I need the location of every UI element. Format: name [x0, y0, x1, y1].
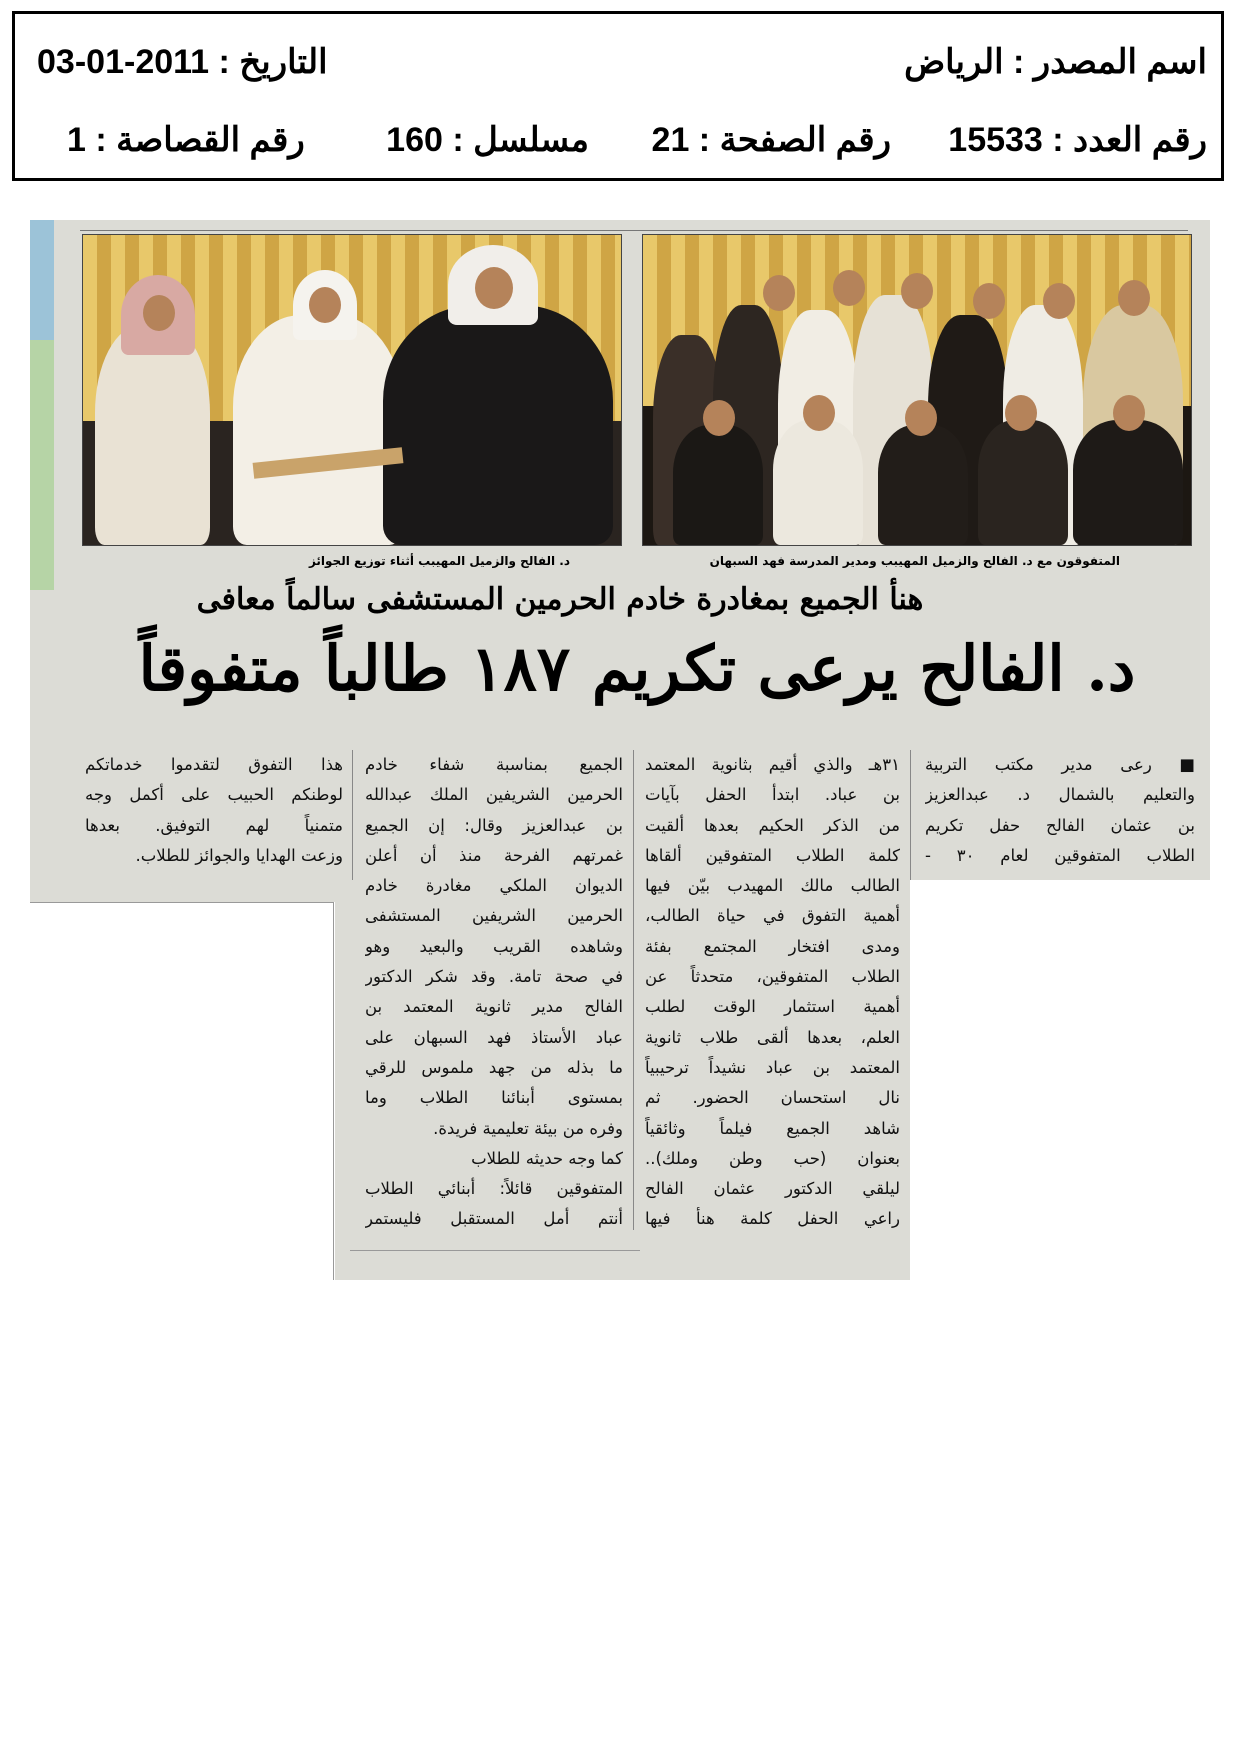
photo-head — [803, 395, 835, 431]
photo-head — [973, 283, 1005, 319]
text-line: ليلقي الدكتور عثمان الفالح — [645, 1179, 900, 1199]
text-line: المعتمد بن عباد نشيداً ترحيبياً — [645, 1057, 900, 1077]
photo-head — [905, 400, 937, 436]
clipping-info-box — [12, 11, 1224, 181]
clipping-blank-area — [30, 902, 334, 1280]
page-edge-strip — [30, 340, 54, 590]
photo-figure — [95, 325, 210, 545]
text-line: الحرمين الشريفين المستشفى — [365, 906, 623, 926]
text-line: المتفوقين قائلاً: أبنائي الطلاب — [365, 1179, 623, 1199]
text-line: الجميع بمناسبة شفاء خادم — [365, 755, 623, 774]
text-line: بن عثمان الفالح حفل تكريم — [925, 815, 1195, 835]
text-line: كلمة الطلاب المتفوقين ألقاها — [645, 845, 900, 865]
text-line: الحرمين الشريفين الملك عبدالله — [365, 785, 623, 805]
text-line: متمنياً لهم التوفيق. بعدها — [85, 815, 343, 835]
photo-figure — [773, 420, 863, 545]
photo-head — [1005, 395, 1037, 431]
text-line: الطالب مالك المهيدب بيّن فيها — [645, 876, 900, 896]
article-subheadline: هنأ الجميع بمغادرة خادم الحرمين المستشفى سالماً معافى — [196, 582, 924, 617]
column-separator — [910, 750, 911, 880]
serial-number-label: مسلسل : 160 — [386, 121, 589, 159]
text-line: وزعت الهدايا والجوائز للطلاب. — [135, 845, 343, 865]
photo-figure — [383, 305, 613, 545]
photo-head — [475, 267, 513, 309]
text-line: نال استحسان الحضور. ثم — [645, 1088, 900, 1108]
photo-figure — [878, 425, 968, 545]
issue-number-label: رقم العدد : 15533 — [948, 121, 1207, 159]
text-line: وشاهده القريب والبعيد وهو — [365, 936, 623, 956]
date-label: التاريخ : 2011-01-03 — [37, 43, 328, 81]
photo-head — [1118, 280, 1150, 316]
photo-head — [1113, 395, 1145, 431]
column-separator — [352, 750, 353, 880]
text-line: أهمية التفوق في حياة الطالب، — [645, 906, 900, 926]
photo-head — [309, 287, 341, 323]
photo-head — [833, 270, 865, 306]
text-line: الطلاب المتفوقين لعام ٣٠ - — [925, 845, 1195, 865]
students-group-photo — [642, 234, 1192, 546]
source-label: اسم المصدر : الرياض — [904, 43, 1207, 81]
text-line: والتعليم بالشمال د. عبدالعزيز — [925, 785, 1195, 805]
column-separator — [633, 750, 634, 1230]
top-rule — [80, 230, 1188, 231]
photo-head — [901, 273, 933, 309]
photo-figure — [233, 315, 403, 545]
text-line: بعنوان (حب وطن وملك).. — [645, 1148, 900, 1168]
page-number-label: رقم الصفحة : 21 — [651, 121, 891, 159]
text-line: كما وجه حديثه للطلاب — [471, 1148, 623, 1168]
text-line: ٣١هـ والذي أقيم بثانوية المعتمد — [645, 755, 900, 774]
text-line: الفالح مدير ثانوية المعتمد بن — [365, 997, 623, 1017]
photo-head — [703, 400, 735, 436]
bottom-rule — [350, 1250, 640, 1251]
text-line: الطلاب المتفوقين، متحدثاً عن — [645, 967, 900, 987]
awards-distribution-photo — [82, 234, 622, 546]
text-line: في صحة تامة. وقد شكر الدكتور — [365, 967, 623, 987]
photo-figure — [978, 420, 1068, 545]
text-line: العلم، بعدها ألقى طلاب ثانوية — [645, 1027, 900, 1047]
article-column-2 — [645, 750, 900, 1235]
newspaper-clipping — [30, 220, 1210, 1280]
photo-right-caption: المتفوقون مع د. الفالح والزميل المهيبب ومدير المدرسة فهد السبهان — [709, 554, 1120, 568]
photo-figure — [1073, 420, 1183, 545]
text-line: أهمية استثمار الوقت لطلب — [645, 997, 900, 1017]
text-line: بن عبدالعزيز وقال: إن الجميع — [365, 815, 623, 835]
text-line: راعي الحفل كلمة هنأ فيها — [645, 1209, 900, 1229]
article-column-3 — [365, 750, 623, 1235]
text-line: بمستوى أبنائنا الطلاب وما — [365, 1088, 623, 1108]
text-line: وفره من بيئة تعليمية فريدة. — [433, 1118, 623, 1138]
photo-head — [763, 275, 795, 311]
text-line: من الذكر الحكيم بعدها ألقيت — [645, 815, 900, 835]
text-line: شاهد الجميع فيلماً وثائقياً — [645, 1118, 900, 1138]
photo-figure — [673, 425, 763, 545]
text-line: هذا التفوق لتقدموا خدماتكم — [85, 755, 343, 774]
clip-number-label: رقم القصاصة : 1 — [67, 121, 305, 159]
photo-left-caption: د. الفالح والزميل المهيبب أثناء توزيع الجوائز — [308, 554, 570, 568]
article-headline: د. الفالح يرعى تكريم ١٨٧ طالباً متفوقاً — [138, 632, 1136, 705]
text-line: ■ رعى مدير مكتب التربية — [925, 755, 1195, 774]
page-edge-strip — [30, 220, 54, 340]
text-line: ما بذله من جهد ملموس للرقي — [365, 1057, 623, 1077]
text-line: غمرتهم الفرحة منذ أن أعلن — [365, 845, 623, 865]
text-line: أنتم أمل المستقبل فليستمر — [365, 1209, 623, 1229]
text-line: بن عباد. ابتدأ الحفل بآيات — [645, 785, 900, 805]
text-line: عباد الأستاذ فهد السبهان على — [365, 1027, 623, 1047]
article-column-4 — [85, 750, 343, 871]
text-line: لوطنكم الحبيب على أكمل وجه — [85, 785, 343, 805]
photo-head — [143, 295, 175, 331]
photo-head — [1043, 283, 1075, 319]
text-line: الديوان الملكي مغادرة خادم — [365, 876, 623, 896]
text-line: ومدى افتخار المجتمع بفئة — [645, 936, 900, 956]
article-column-1 — [925, 750, 1195, 871]
